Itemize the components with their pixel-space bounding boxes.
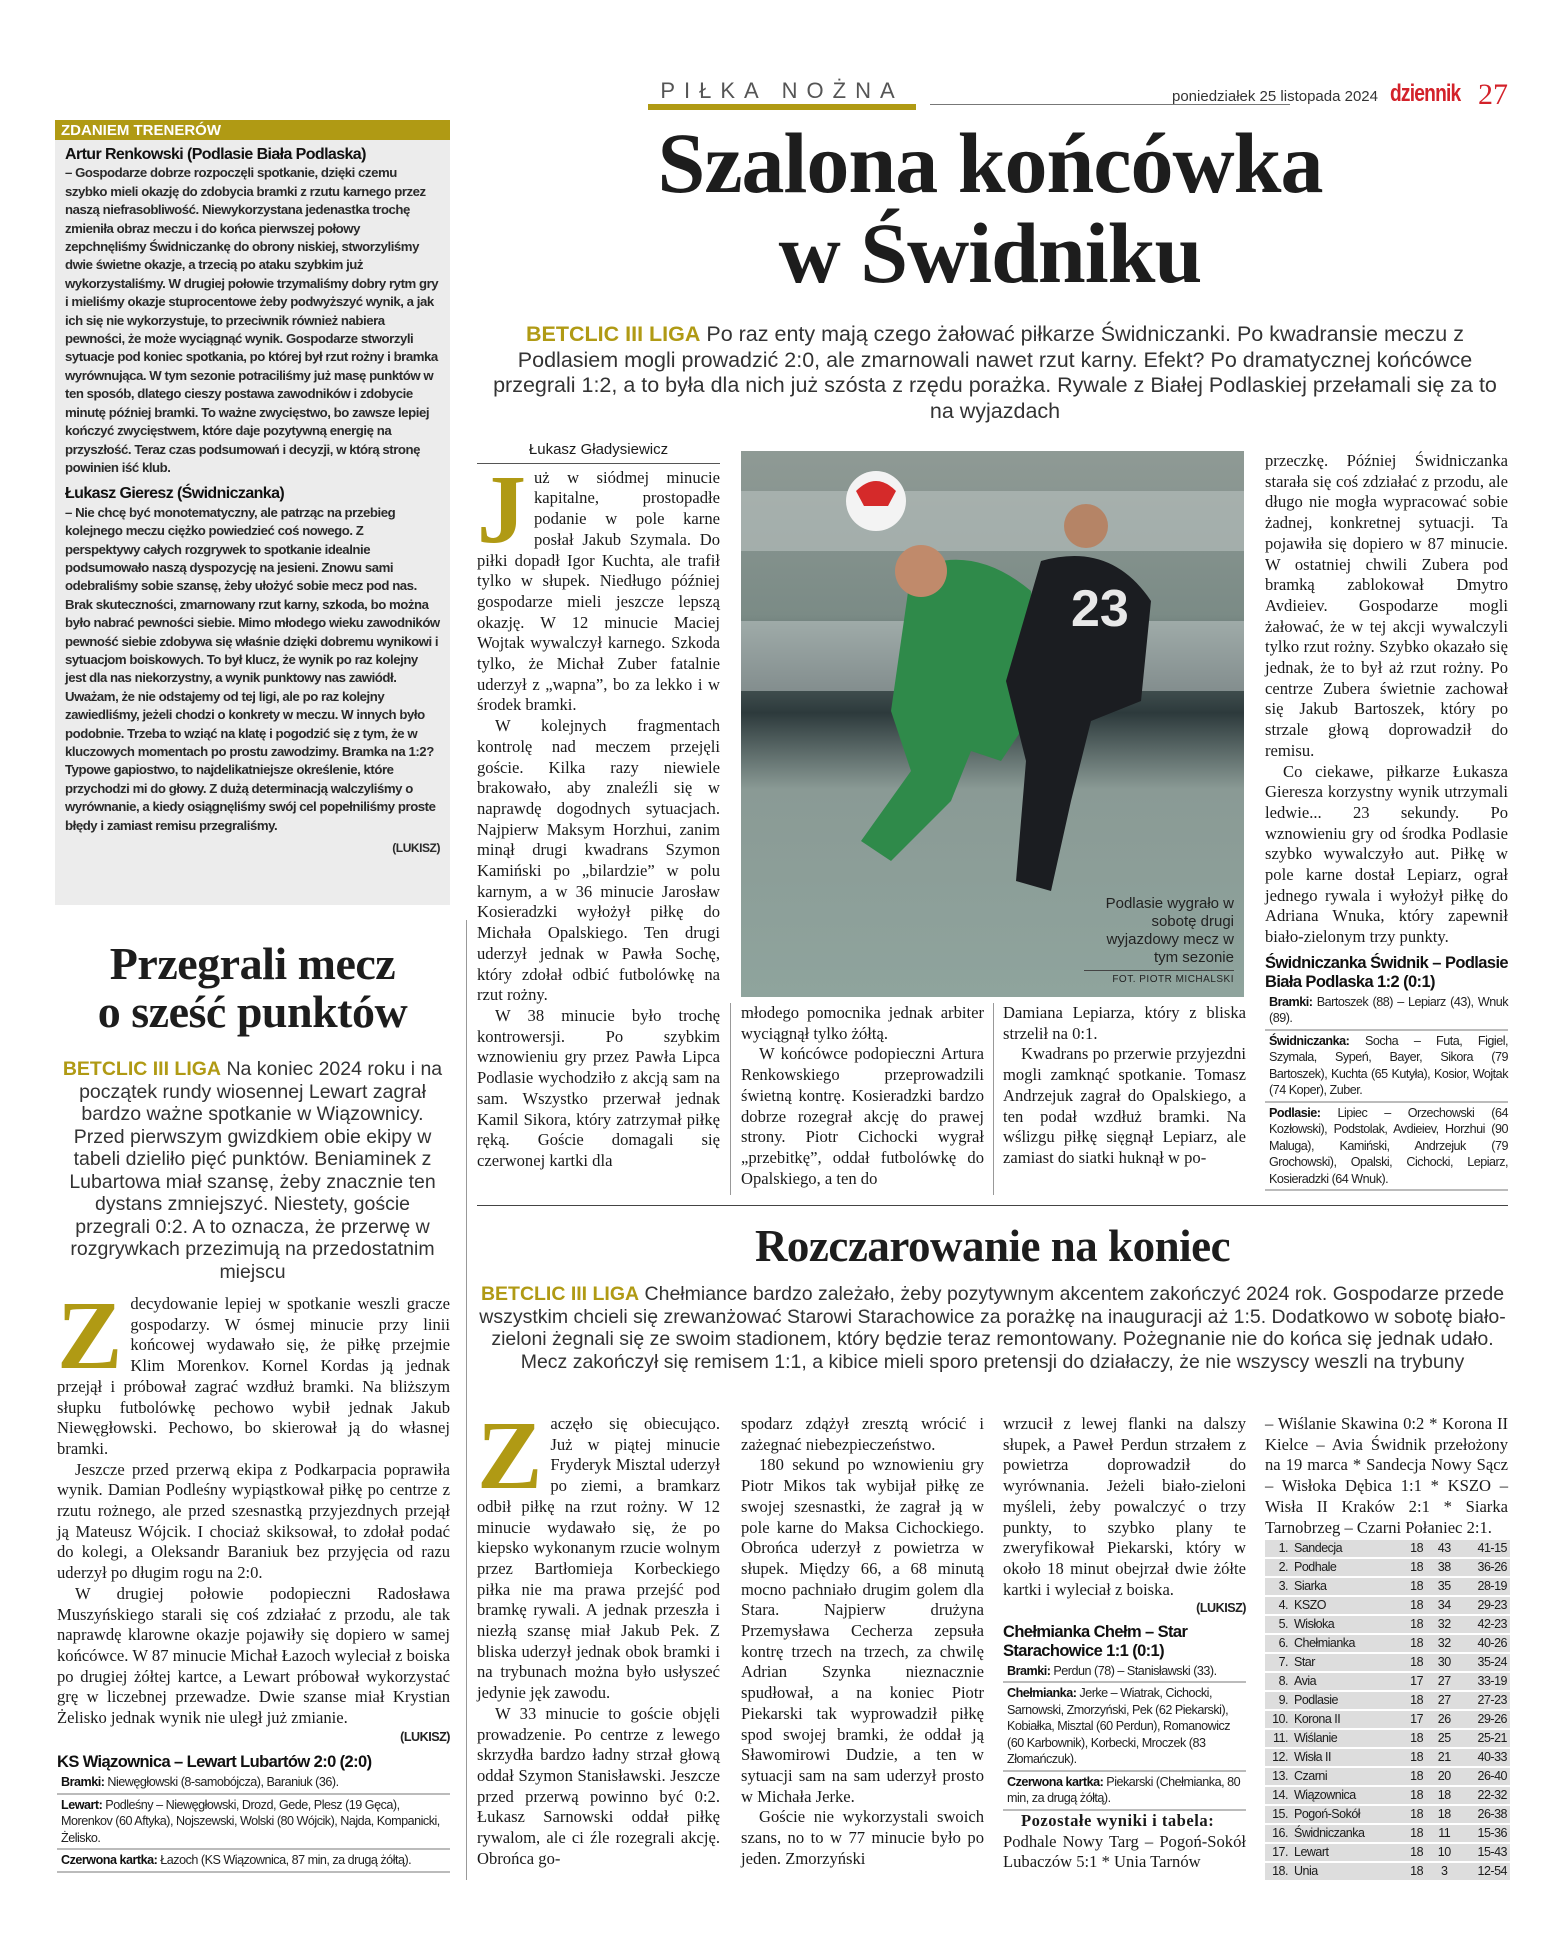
paragraph: Kwadrans po przerwie przyjezdni mogli zamknąć spotkanie. Tomasz Andrzejuk zagrał do Opalskiego, a ten podał wzdłuż bramki. Na wślizgu piłkę sięgnął Lepiarz, ale zamiast do siatki huknął w po- xyxy=(1003,1044,1246,1167)
main-lead xyxy=(485,322,1505,424)
label: Czerwona kartka: xyxy=(1007,1774,1104,1789)
article-column xyxy=(1265,1414,1508,1882)
table-row xyxy=(1265,1730,1510,1747)
position: 9. xyxy=(1265,1692,1291,1709)
page-number: 27 xyxy=(1478,78,1508,111)
table-row xyxy=(1265,1825,1510,1842)
points: 35 xyxy=(1430,1578,1458,1595)
played: 18 xyxy=(1403,1692,1431,1709)
goals: 35-24 xyxy=(1458,1654,1510,1671)
value: Bartoszek (88) – Lepiarz (43), Wnuk (89). xyxy=(1269,994,1509,1026)
table-row xyxy=(1265,1806,1510,1823)
column-rule xyxy=(730,1003,731,1195)
section-divider xyxy=(477,1205,1508,1206)
team: Czarni xyxy=(1291,1768,1403,1785)
value: Podleśny – Niewęgłowski, Drozd, Gede, Plesz (19 Gęca), Morenkov (60 Aftyka), Nojszewski, Wolski (80 Wójcik), Najda, Kompanicki, Żelisko. xyxy=(61,1797,440,1845)
position: 1. xyxy=(1265,1540,1291,1557)
points: 38 xyxy=(1430,1559,1458,1576)
match-result-box xyxy=(1003,1623,1246,1811)
left-lead xyxy=(55,1058,450,1283)
headline-line: Przegrali mecz xyxy=(109,938,396,989)
paragraph: wrzucił z lewej flanki na dalszy słupek, a Paweł Perdun strzałem z powietrza doprowadził do wyrównania. Jeżeli biało-zieloni myśleli, żeby powalczyć o trzy punkty, to szybko plany te zweryfikował Piekarski, który w około 18 minut obejrzał dwie żółte kartki i wyleciał z boiska. xyxy=(1003,1414,1246,1599)
points: 43 xyxy=(1430,1540,1458,1557)
lead-text: Chełmiance bardzo zależało, żeby pozytywnym akcentem zakończyć 2024 rok. Gospodarze przede wszystkim chcieli się zrewanżować Starowi Starachowice za porażkę na inauguracji aż 1:5. Dodatkowo w sobotę biało-zieloni żegnali się ze swoim stadionem, który będzie teraz remontowany. Pożegnanie nie do końca się jednak udało. Mecz zakończył się remisem 1:1, a kibice mieli sporo pretensji do działaczy, że nie wszyscy weszli na trybuny xyxy=(479,1283,1506,1373)
article-column xyxy=(57,1282,450,1873)
goals: 15-43 xyxy=(1458,1844,1510,1861)
red-card-line xyxy=(1003,1772,1246,1811)
result-title: Świdniczanka Świdnik – Podlasie Biała Podlaska 1:2 (0:1) xyxy=(1265,953,1508,991)
points: 27 xyxy=(1430,1673,1458,1690)
red-card-line xyxy=(57,1850,450,1873)
match-result-box xyxy=(57,1753,450,1873)
left-headline xyxy=(55,940,450,1036)
team: Podhale xyxy=(1291,1559,1403,1576)
played: 18 xyxy=(1403,1654,1431,1671)
position: 15. xyxy=(1265,1806,1291,1823)
lead-text: Po raz enty mają czego żałować piłkarze Świdniczanki. Po kwadransie meczu z Podlasiem mogli prowadzić 2:0, ale zmarnowali nawet rzut karny. Efekt? Po dramatycznej końcówce przegrali 1:2, a to była dla nich już szósta z rzędu porażka. Rywale z Białej Podlaskiej przełamali się za to na wyjazdach xyxy=(493,322,1497,423)
goals: 27-23 xyxy=(1458,1692,1510,1709)
points: 18 xyxy=(1430,1806,1458,1823)
goals: 42-23 xyxy=(1458,1616,1510,1633)
played: 18 xyxy=(1403,1578,1431,1595)
column-rule xyxy=(466,920,467,1880)
goals: 26-38 xyxy=(1458,1806,1510,1823)
value: Socha – Futa, Figiel, Szymala, Sypeń, Bayer, Sikora (79 Bartoszek), Kuchta (65 Kutyła), Kosior, Wojtak (74 Koper), Zuber. xyxy=(1269,1033,1508,1098)
coaches-opinions-box xyxy=(55,120,450,905)
team: Świdniczanka xyxy=(1291,1825,1403,1842)
signature: (LUKISZ) xyxy=(400,1729,450,1744)
table-row xyxy=(1265,1711,1510,1728)
played: 18 xyxy=(1403,1806,1431,1823)
table-row xyxy=(1265,1597,1510,1614)
position: 11. xyxy=(1265,1730,1291,1747)
label: Bramki: xyxy=(1269,994,1313,1009)
points: 3 xyxy=(1430,1863,1458,1880)
table-row xyxy=(1265,1654,1510,1671)
article-column xyxy=(741,1414,984,1869)
other-results-title: Pozostałe wyniki i tabela: xyxy=(1021,1810,1215,1830)
label: Lewart: xyxy=(61,1797,103,1812)
table-row xyxy=(1265,1673,1510,1690)
article-column xyxy=(1003,1003,1246,1169)
result-title: Chełmianka Chełm – Star Starachowice 1:1 (0:1) xyxy=(1003,1622,1188,1660)
goals: 22-32 xyxy=(1458,1787,1510,1804)
paragraph: Jeszcze przed przerwą ekipa z Podkarpacia poprawiła wynik. Damian Podleśny wypiąstkował piłkę po centrze z rzutu rożnego, ale przed szesnastką przyjezdnych przejął ją Mateusz Wójcik. I chociaż skiksował, to zdołał podać do kolegi, a Oleksandr Baraniuk bez przyjęcia od razu uderzył po długim rogu na 2:0. xyxy=(57,1459,450,1583)
table-row xyxy=(1265,1768,1510,1785)
paragraph: przeczkę. Później Świdniczanka starała się coś zdziałać z przodu, ale długo nie mogła wypracować sobie żadnej, konkretnej sytuacji. Ta pojawiła się dopiero w 87 minucie. W ostatniej chwili Zubera pod bramką zablokował Dmytro Avdieiev. Gospodarze mogli żałować, że w tej akcji wywalczyli tylko rzut rożny. Szybko okazało się jednak, że to był aż rzut rożny. Po centrze Zubera świetnie zachował się Jakub Bartoszek, który po strzale głową doprowadził do remisu. xyxy=(1265,451,1508,760)
table-row xyxy=(1265,1787,1510,1804)
played: 18 xyxy=(1403,1844,1431,1861)
newspaper-logo: dziennik xyxy=(1390,80,1461,107)
table-row xyxy=(1265,1692,1510,1709)
article-column xyxy=(741,1003,984,1189)
team: Wiślanie xyxy=(1291,1730,1403,1747)
league-tag: BETCLIC III LIGA xyxy=(62,1058,222,1080)
signature: (LUKISZ) xyxy=(392,841,440,856)
goals: 40-33 xyxy=(1458,1749,1510,1766)
coach-quote: – Gospodarze dobrze rozpoczęli spotkanie, dzięki czemu szybko mieli okazję do zdobycia bramki z rzutu karnego przez naszą niefrasobliwość. Niewykorzystana jedenastka trochę zmieniła obraz meczu i do końca pierwszej połowy zepchnęliśmy Świdniczankę do obrony niskiej, stworzyliśmy dwie świetne okazje, a trzecią po ataku szybkim już wykorzystaliśmy. W drugiej połowie trzymaliśmy dobry rytm gry i mieliśmy okazje stuprocentowe żeby podwyższyć wynik, a jak ich się nie wykorzystuje, to przeciwnik również nabiera pewności, że może wyciągnąć wynik. Gospodarze stworzyli sytuacje pod koniec spotkania, po której był rzut rożny i bramka wyrównująca. W tym sezonie potraciliśmy już masę punktów w ten sposób, dlatego cieszy postawa zawodników i zdobycie minutę później bramki. To ważne zwycięstwo, bo zawsze lepiej kończyć zwycięstwem, które daje pozytywną energię na przyszłość. Teraz czas podsumowań i decyzji, w którą stronę powinien iść klub. xyxy=(65,165,439,475)
team: Korona II xyxy=(1291,1711,1403,1728)
home-lineup xyxy=(1265,1031,1508,1103)
paragraph: spodarz zdążył zresztą wrócić i zażegnać niebezpieczeństwo. xyxy=(741,1414,984,1454)
drop-cap: J xyxy=(477,455,526,564)
label: Czerwona kartka: xyxy=(61,1853,158,1868)
paragraph: Goście nie wykorzystali swoich szans, no to w 77 minucie było po jeden. Zmorzyński xyxy=(741,1807,984,1868)
paragraph: aczęło się obiecująco. Już w piątej minucie Fryderyk Misztal uderzył po ziemi, a bramkarz odbił piłkę na rzut rożny. W 12 minucie wydawało się, że po kiepsko wykonanym rzucie wolnym przez Bartłomieja Korbeckiego piłka nie ma prawa przejść pod bramkę rywali. A jednak przeszła i niezłą szansę miał Jakub Pek. Z bliska uderzył jednak obok bramki i na trybunach można było usłyszeć jedynie jęk zawodu. xyxy=(477,1414,720,1703)
points: 10 xyxy=(1430,1844,1458,1861)
box-title: ZDANIEM TRENERÓW xyxy=(55,120,450,140)
played: 18 xyxy=(1403,1635,1431,1652)
goals: 12-54 xyxy=(1458,1863,1510,1880)
position: 16. xyxy=(1265,1825,1291,1842)
value: Piekarski (Chełmianka, 80 min, za drugą żółtą). xyxy=(1007,1774,1241,1806)
points: 32 xyxy=(1430,1616,1458,1633)
goals: 40-26 xyxy=(1458,1635,1510,1652)
position: 13. xyxy=(1265,1768,1291,1785)
team: Sandecja xyxy=(1291,1540,1403,1557)
lead-text: Na koniec 2024 roku i na początek rundy wiosennej Lewart zagrał bardzo ważne spotkanie w Wiązownicy. Przed pierwszym gwizdkiem obie ekipy w tabeli dzieliło pięć punktów. Beniaminek z Lubartowa miał szansę, żeby znacznie ten dystans zmniejszyć. Niestety, goście przegrali 0:2. A to oznacza, że przerwę w rozgrywkach przezimują na przedostatnim miejscu xyxy=(69,1058,443,1283)
league-tag: BETCLIC III LIGA xyxy=(526,322,701,346)
issue-date: poniedziałek 25 listopada 2024 xyxy=(1172,88,1378,105)
paragraph: decydowanie lepiej w spotkanie weszli gracze gospodarzy. W ósmej minucie przy linii końcowej wydawało się, że piłkę przejmie Klim Morenkov. Kornel Kordas ją jednak przejął i próbował zagrać wzdłuż bramki. Na bliższym słupku futbolówkę pechowo wybił jednak Jakub Niewęgłowski. Pechowo, bo skierował ją do własnej bramki. xyxy=(57,1294,450,1458)
goals: 36-26 xyxy=(1458,1559,1510,1576)
label: Świdniczanka: xyxy=(1269,1033,1350,1048)
table-row xyxy=(1265,1635,1510,1652)
played: 18 xyxy=(1403,1768,1431,1785)
table-row xyxy=(1265,1559,1510,1576)
other-results: Podhale Nowy Targ – Pogoń-Sokół Lubaczów 5:1 * Unia Tarnów xyxy=(1003,1831,1246,1872)
value: Niewęgłowski (8-samobójcza), Baraniuk (36). xyxy=(107,1775,339,1790)
played: 18 xyxy=(1403,1730,1431,1747)
team: Pogoń-Sokół xyxy=(1291,1806,1403,1823)
away-lineup xyxy=(1265,1103,1508,1192)
points: 32 xyxy=(1430,1635,1458,1652)
bottom-lead xyxy=(477,1283,1508,1373)
value: Lipiec – Orzechowski (64 Kozłowski), Podstolak, Avdieiev, Horzhui (90 Maluga), Kamiński, Andrzejuk (79 Grochowski), Opalski, Cichocki, Lepiarz, Kosieradzki (64 Wnuk). xyxy=(1269,1105,1508,1186)
played: 18 xyxy=(1403,1559,1431,1576)
article-column xyxy=(1003,1414,1246,1873)
caption-text: Podlasie wygrało w sobotę drugi wyjazdowy mecz w tym sezonie xyxy=(1105,895,1234,966)
played: 18 xyxy=(1403,1863,1431,1880)
team: Lewart xyxy=(1291,1844,1403,1861)
svg-text:23: 23 xyxy=(1071,580,1129,638)
label: Bramki: xyxy=(61,1775,105,1790)
label: Podlasie: xyxy=(1269,1105,1321,1120)
position: 12. xyxy=(1265,1749,1291,1766)
played: 18 xyxy=(1403,1749,1431,1766)
team: Avia xyxy=(1291,1673,1403,1690)
coach-quote: – Nie chcę być monotematyczny, ale patrząc na przebieg kolejnego meczu ciężko powiedzieć coś nowego. Z perspektywy całych rozgrywek to spotkanie idealnie podsumowało naszą dyspozycję na jesieni. Znowu sami odebraliśmy sobie szansę, żeby ułożyć sobie mecz pod nas. Brak skuteczności, zmarnowany rzut karny, szkoda, bo można było nabrać pewności siebie. Mimo młodego wieku zawodników pewność siebie zdobywa się właśnie dzięki dobremu wynikowi i sytuacjom boiskowych. To był klucz, że wynik po raz kolejny jest dla nas niekorzystny, a wynik punktowy nas zawiódł. Uważam, że nie odstajemy od tej ligi, ale po raz kolejny zawiedliśmy, jeżeli chodzi o konkrety w meczu. W innych było podobnie. Trzeba to wziąć na klatę i pogodzić się z tym, że w kluczowych momentach po prostu zawodzimy. Bramka na 1:2? Typowe gapiostwo, to najdelikatniejsze określenie, które przychodzi mi do głowy. Z dużą determinacją walczyliśmy o wyrównanie, a kiedy osiągnęliśmy swój cel popełniliśmy proste błędy i zamiast remisu przegraliśmy. xyxy=(65,504,440,833)
position: 2. xyxy=(1265,1559,1291,1576)
value: Łazoch (KS Wiązownica, 87 min, za drugą żółtą). xyxy=(160,1853,412,1868)
goals: 25-21 xyxy=(1458,1730,1510,1747)
goals: 26-40 xyxy=(1458,1768,1510,1785)
team: Star xyxy=(1291,1654,1403,1671)
paragraph: W końcówce podopieczni Artura Renkowskiego przeprowadzili świetną kontrę. Kosieradzki bardzo dobrze rozegrał akcję do prawej strony. Piotr Cichocki wygrał „przebitkę”, oddał futbolówkę do Opalskiego, a ten do xyxy=(741,1044,984,1188)
points: 25 xyxy=(1430,1730,1458,1747)
headline-line: Szalona końcówka xyxy=(657,115,1323,211)
points: 26 xyxy=(1430,1711,1458,1728)
goals: 33-19 xyxy=(1458,1673,1510,1690)
value: Perdun (78) – Stanisławski (33). xyxy=(1053,1663,1217,1678)
position: 7. xyxy=(1265,1654,1291,1671)
article-column xyxy=(1265,451,1508,1191)
team: Podlasie xyxy=(1291,1692,1403,1709)
goals-line xyxy=(1265,992,1508,1031)
played: 18 xyxy=(1403,1616,1431,1633)
paragraph: młodego pomocnika jednak arbiter wyciągnął tylko żółtą. xyxy=(741,1003,984,1043)
coach-name: Łukasz Gieresz (Świdniczanka) xyxy=(65,485,285,503)
league-tag: BETCLIC III LIGA xyxy=(480,1283,640,1305)
main-headline xyxy=(560,115,1420,301)
paragraph: W 33 minucie to goście objęli prowadzenie. Po centrze z lewego skrzydła bardzo ładny strzał głową oddał Szymon Stanisławski. Jeszcze przed przerwą powinno być 0:2. Łukasz Sarnowski oddał piłkę rywalom, ale ci źle rozegrali akcję. Obrońca go- xyxy=(477,1703,720,1868)
team: Wiązownica xyxy=(1291,1787,1403,1804)
section-underline xyxy=(648,104,916,110)
position: 17. xyxy=(1265,1844,1291,1861)
column-rule xyxy=(993,1003,994,1195)
points: 18 xyxy=(1430,1787,1458,1804)
label: Chełmianka: xyxy=(1007,1686,1077,1701)
label: Bramki: xyxy=(1007,1663,1051,1678)
table-row xyxy=(1265,1749,1510,1766)
match-result-box xyxy=(1265,954,1508,1192)
photo-credit: FOT. PIOTR MICHALSKI xyxy=(1084,970,1234,989)
drop-cap: Z xyxy=(477,1402,543,1510)
played: 17 xyxy=(1403,1711,1431,1728)
position: 3. xyxy=(1265,1578,1291,1595)
team: Unia xyxy=(1291,1863,1403,1880)
position: 8. xyxy=(1265,1673,1291,1690)
goals-line xyxy=(1003,1661,1246,1684)
goals: 29-23 xyxy=(1458,1597,1510,1614)
paragraph: Co ciekawe, piłkarze Łukasza Gieresza korzystny wynik utrzymali ledwie... 23 sekundy. Po wznowieniu gry od środka Podlasie szybko wywalczyło aut. Piłkę w pole karne dostał Lepiarz, ograł jednego rywala i wyłożył piłkę do Adriana Wnuka, który zapewnił biało-zielonym trzy punkty. xyxy=(1265,761,1508,947)
played: 18 xyxy=(1403,1540,1431,1557)
section-label: PIŁKA NOŻNA xyxy=(660,78,904,103)
team: Wisła II xyxy=(1291,1749,1403,1766)
author: Łukasz Gładysiewicz xyxy=(477,440,720,464)
points: 11 xyxy=(1430,1825,1458,1842)
headline-line: w Świdniku xyxy=(778,205,1202,301)
paragraph: W kolejnych fragmentach kontrolę nad meczem przejęli goście. Kilka razy niewiele brakowało, aby znaleźli się w naprawdę dogodnych sytuacjach. Najpierw Maksym Horzhui, zanim minął drugi kwadrans Szymon Kamiński po „bilardzie” w polu karnym, a w 36 minucie Jarosław Kosieradzki wyłożył piłkę do Michała Opalskiego. Ten drugi uderzył jednak w Pawła Sochę, który zdołał odbić futbolówkę na rzut rożny. xyxy=(477,716,720,1005)
position: 10. xyxy=(1265,1711,1291,1728)
bottom-headline: Rozczarowanie na koniec xyxy=(754,1221,1231,1271)
position: 14. xyxy=(1265,1787,1291,1804)
goals: 41-15 xyxy=(1458,1540,1510,1557)
goals: 29-26 xyxy=(1458,1711,1510,1728)
paragraph: W drugiej połowie podopieczni Radosława Muszyńskiego starali się coś zdziałać z przodu, ale tak naprawdę klarowne okazje pojawiły się dopiero w samej końcówce. W 87 minucie Michał Łazoch wyleciał z boiska po drugiej żółtej kartce, a Lewart próbował wykorzystać grę w liczebnej przewadze. Dwie szanse miał Krystian Żelisko jednak wynik nie uległ już zmianie. xyxy=(57,1583,450,1728)
away-lineup xyxy=(57,1795,450,1851)
team: Siarka xyxy=(1291,1578,1403,1595)
paragraph: uż w siódmej minucie kapitalne, prostopadłe podanie w pole karne posłał Jakub Szymala. Do piłki dopadł Igor Kuchta, ale trafił tylko w słupek. Niedługo później gospodarze mieli jeszcze lepszą okazję. W 12 minucie Maciej Wojtak wywalczył karnego. Szkoda tylko, że Michał Zuber fatalnie uderzył z „wapna”, bo za lekko i w środek bramki. xyxy=(477,467,720,715)
home-lineup xyxy=(1003,1683,1246,1772)
other-results: – Wiślanie Skawina 0:2 * Korona II Kielce – Avia Świdnik przełożony na 19 marca * Sandecja Nowy Sącz – Wisłoka Dębica 1:1 * KSZO – Wisła II Kraków 2:1 * Siarka Tarnobrzeg – Czarni Połaniec 2:1. xyxy=(1265,1414,1508,1537)
match-photo xyxy=(741,451,1244,997)
team: Wisłoka xyxy=(1291,1616,1403,1633)
points: 30 xyxy=(1430,1654,1458,1671)
article-column xyxy=(477,1402,720,1869)
value: Jerke – Wiatrak, Cichocki, Sarnowski, Zmorzyński, Pek (62 Piekarski), Kobiałka, Misztal (60 Perdun), Romanowicz (60 Karbownik), Korbecki, Mroczek (83 Złomańczuk). xyxy=(1007,1686,1231,1767)
photo-caption xyxy=(1084,895,1234,989)
paragraph: W 38 minucie było trochę kontrowersji. Po szybkim wznowieniu gry przez Pawła Lipca Podlasie wychodziło z akcją sam na sam. Wszystko przerwał jednak Kamil Sikora, który zatrzymał piłkę ręką. Goście domagali się czerwonej kartki dla xyxy=(477,1005,720,1170)
position: 6. xyxy=(1265,1635,1291,1652)
headline-line: o sześć punktów xyxy=(97,986,408,1037)
played: 18 xyxy=(1403,1825,1431,1842)
position: 18. xyxy=(1265,1863,1291,1880)
table-row xyxy=(1265,1578,1510,1595)
table-row xyxy=(1265,1616,1510,1633)
signature: (LUKISZ) xyxy=(1196,1601,1246,1616)
goals: 15-36 xyxy=(1458,1825,1510,1842)
coach-name: Artur Renkowski (Podlasie Biała Podlaska) xyxy=(65,146,366,163)
goals: 28-19 xyxy=(1458,1578,1510,1595)
played: 18 xyxy=(1403,1787,1431,1804)
league-table xyxy=(1265,1538,1510,1882)
played: 17 xyxy=(1403,1673,1431,1690)
position: 5. xyxy=(1265,1616,1291,1633)
points: 20 xyxy=(1430,1768,1458,1785)
goals-line xyxy=(57,1772,450,1795)
article-column xyxy=(477,440,720,1172)
position: 4. xyxy=(1265,1597,1291,1614)
points: 34 xyxy=(1430,1597,1458,1614)
result-title: KS Wiązownica – Lewart Lubartów 2:0 (2:0) xyxy=(57,1753,372,1772)
points: 27 xyxy=(1430,1692,1458,1709)
paragraph: 180 sekund po wznowieniu gry Piotr Mikos tak wybijał piłkę ze swojej szesnastki, że zagrał ją w pole karne do Maksa Cichockiego. Obrońca uderzył z powietrza w słupek. Między 66, a 68 minutą mocno pachniało drugim golem dla Stara. Najpierw drużyna Przemysława Cecherza zepsuła kontrę trzech na trzech, za chwilę Adrian Szynka nieznacznie spudłował, a na koniec Piotr Piekarski tak wyprowadził piłkę spod swojej bramki, że oddał ją Sławomirowi Dudzie, a ten w sytuacji sam na sam uderzył prosto w Michała Jerke. xyxy=(741,1455,984,1806)
drop-cap: Z xyxy=(57,1282,123,1390)
team: KSZO xyxy=(1291,1597,1403,1614)
played: 18 xyxy=(1403,1597,1431,1614)
table-row xyxy=(1265,1540,1510,1557)
team: Chełmianka xyxy=(1291,1635,1403,1652)
points: 21 xyxy=(1430,1749,1458,1766)
paragraph: Damiana Lepiarza, który z bliska strzelił na 0:1. xyxy=(1003,1003,1246,1043)
table-row xyxy=(1265,1863,1510,1880)
table-row xyxy=(1265,1844,1510,1861)
